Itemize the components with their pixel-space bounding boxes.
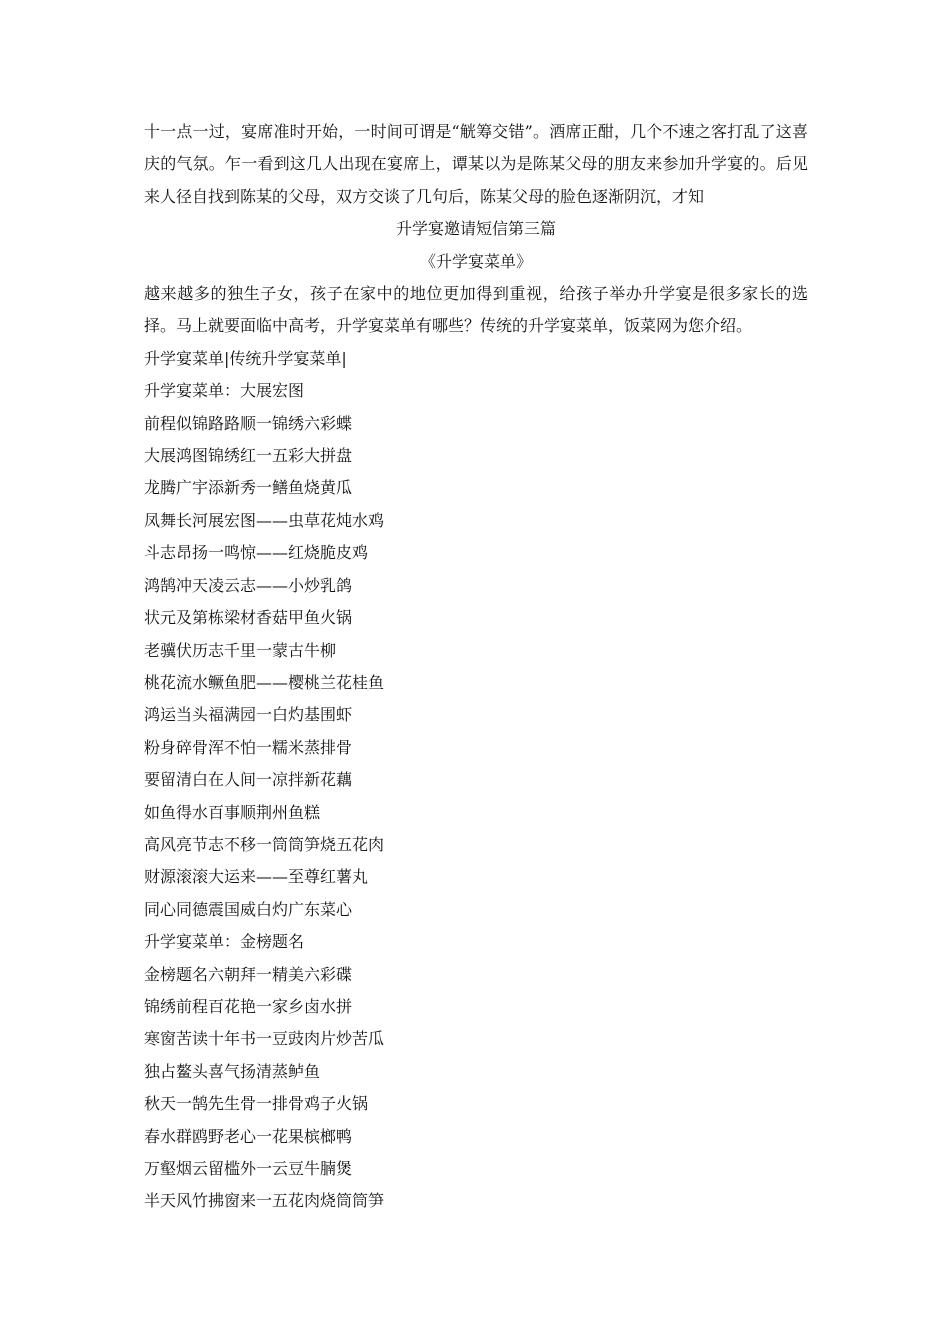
menu-line: 如鱼得水百事顺荆州鱼糕: [144, 802, 321, 822]
menu-line: 财源滚滚大运来——至尊红薯丸: [144, 867, 369, 887]
menu-line: 状元及第栋梁材香菇甲鱼火锅: [144, 608, 353, 628]
menu-line: 升学宴菜单|传统升学宴菜单|: [144, 348, 347, 368]
menu-line: 鸿鹄冲天凌云志——小炒乳鸽: [144, 575, 353, 595]
menu-line: 粉身碎骨浑不怕一糯米蒸排骨: [144, 737, 353, 757]
menu-line: 鸿运当头福满园一白灼基围虾: [144, 705, 353, 725]
section-intro-paragraph: 越来越多的独生子女，孩子在家中的地位更加得到重视，给孩子举办升学宴是很多家长的选择。马上就要面临中高考，升学宴菜单有哪些？传统的升学宴菜单，饭菜网为您介绍。: [144, 284, 808, 336]
menu-line: 金榜题名六朝拜一精美六彩碟: [144, 964, 353, 984]
menu-line: 独占鳌头喜气扬清蒸鲈鱼: [144, 1061, 321, 1081]
menu-line: 万壑烟云留槛外一云豆牛腩煲: [144, 1159, 353, 1178]
menu-line: 升学宴菜单：金榜题名: [144, 932, 305, 952]
menu-line: 斗志昂扬一鸣惊——红烧脆皮鸡: [144, 543, 369, 563]
menu-line: 同心同德震国威白灼广东菜心: [144, 899, 353, 919]
menu-line: 前程似锦路路顺一锦绣六彩蝶: [144, 413, 353, 433]
menu-line: 锦绣前程百花艳一家乡卤水拼: [144, 996, 353, 1016]
section-title: 《升学宴菜单》: [419, 251, 532, 271]
menu-line: 老骥伏历志千里一蒙古牛柳: [144, 640, 337, 660]
menu-line: 春水群鸥野老心一花果槟榔鸭: [144, 1126, 353, 1146]
menu-line: 桃花流水鳜鱼肥——樱桃兰花桂鱼: [144, 672, 385, 692]
menu-line: 大展鸿图锦绣红一五彩大拼盘: [144, 446, 353, 466]
document-body: [144, 116, 808, 1218]
menu-line: 半天风竹拂窗来一五花肉烧筒筒笋: [144, 1191, 385, 1211]
menu-line: 凤舞长河展宏图——虫草花炖水鸡: [144, 510, 385, 530]
menu-line: 寒窗苦读十年书一豆豉肉片炒苦瓜: [144, 1029, 385, 1049]
menu-list: [144, 343, 808, 1218]
intro-paragraph: 十一点一过，宴席准时开始，一时间可谓是“觥筹交错”。酒席正酣，几个不速之客打乱了这喜庆的气氛。乍一看到这几人出现在宴席上，谭某以为是陈某父母的朋友来参加升学宴的。后见来人径自找到陈某的父母，双方交谈了几句后，陈某父母的脸色逐渐阴沉，才知: [144, 122, 808, 206]
menu-line: 高风亮节志不移一筒筒笋烧五花肉: [144, 834, 385, 854]
menu-line: 升学宴菜单：大展宏图: [144, 381, 305, 401]
section-heading: 升学宴邀请短信第三篇: [395, 219, 556, 239]
menu-line: 秋天一鹄先生骨一排骨鸡子火锅: [144, 1094, 369, 1114]
menu-line: 要留清白在人间一凉拌新花藕: [144, 770, 353, 790]
menu-line: 龙腾广宇添新秀一鳝鱼烧黄瓜: [144, 478, 353, 498]
